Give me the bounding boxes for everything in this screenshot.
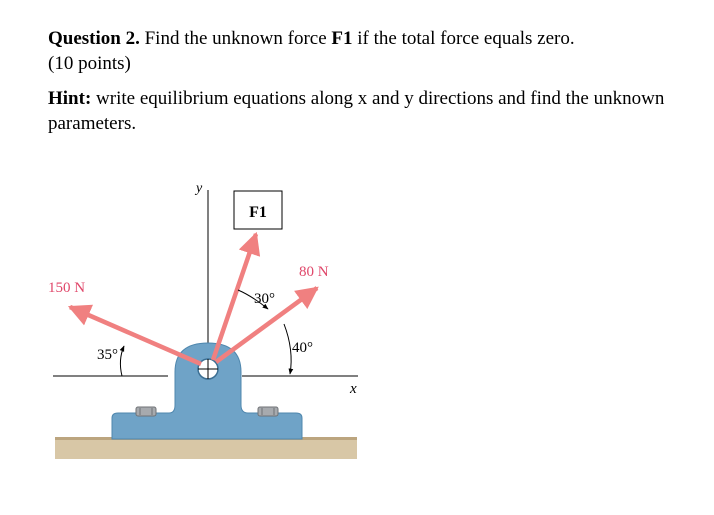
f1-label: F1 — [249, 204, 267, 221]
bolt-left — [136, 407, 156, 416]
angle-35-label: 35° — [97, 347, 118, 363]
question-text-b: if the total force equals zero. — [352, 28, 575, 49]
bracket-base — [112, 343, 302, 439]
force-f1-arrow — [213, 234, 256, 360]
question-text-a: Find the unknown force — [139, 28, 332, 49]
question-label: Question 2. — [48, 28, 140, 49]
angle-arc-35 — [120, 346, 124, 376]
question-force: F1 — [331, 28, 353, 49]
y-axis-label: y — [196, 181, 203, 196]
x-axis-label: x — [350, 381, 357, 397]
force-150-label: 150 N — [48, 280, 86, 296]
ground-surface — [55, 437, 357, 459]
bolt-right — [258, 407, 278, 416]
angle-30-label: 30° — [254, 291, 275, 307]
force-80-label: 80 N — [299, 264, 329, 280]
angle-arc-40 — [284, 324, 291, 374]
hint-text: write equilibrium equations along x and y directions and find the unknown parameters. — [48, 88, 665, 134]
angle-40-label: 40° — [292, 340, 313, 356]
hint-label: Hint: — [48, 88, 92, 109]
question-points: (10 points) — [48, 53, 131, 74]
force-150-arrow — [70, 307, 201, 364]
